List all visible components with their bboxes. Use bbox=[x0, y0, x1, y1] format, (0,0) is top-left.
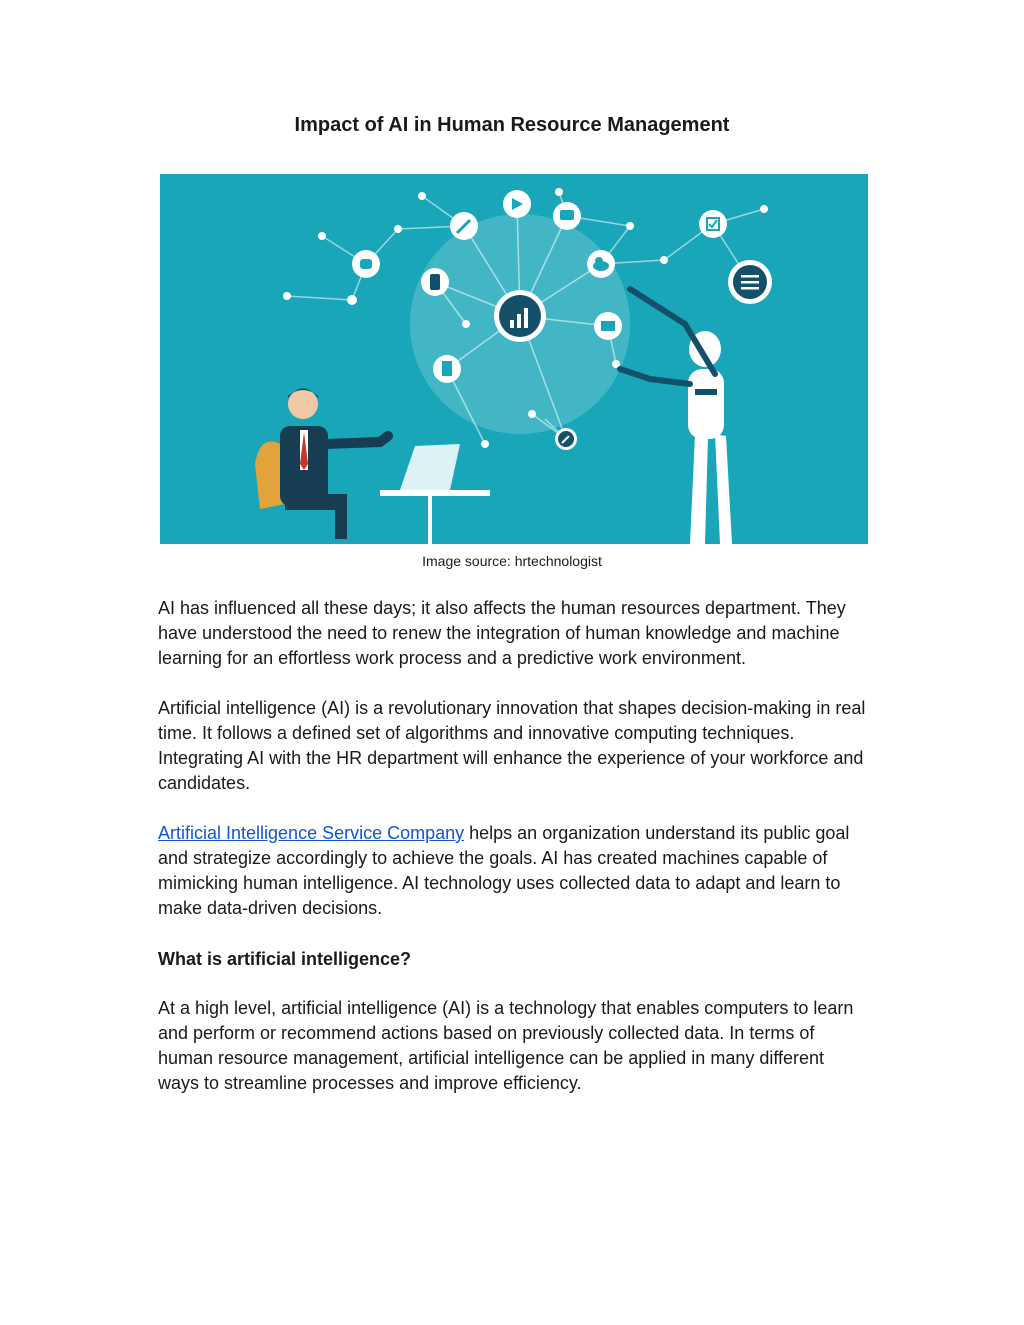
document-icon bbox=[433, 355, 461, 383]
robot-figure bbox=[620, 289, 732, 544]
chart-icon bbox=[494, 290, 546, 342]
paragraph: AI has influenced all these days; it also affects the human resources department. They have understood the need to renew the integration of human knowledge and machine learning for an effortless work process and a predictive work environment. bbox=[158, 598, 846, 668]
wrench-icon bbox=[555, 428, 577, 450]
cloud-icon bbox=[587, 250, 615, 278]
paragraph: At a high level, artificial intelligence (AI) is a technology that enables computers to learn and perform or recommend actions based on previously collected data. In terms of human resource management, artificial intelligence can be applied in many different ways to streamline processes and improve efficiency. bbox=[158, 998, 854, 1093]
checklist-icon bbox=[699, 210, 727, 238]
phone-icon bbox=[421, 268, 449, 296]
paragraph bbox=[158, 821, 870, 921]
play-icon bbox=[503, 190, 531, 218]
pencil-icon bbox=[450, 212, 478, 240]
folder-icon bbox=[594, 312, 622, 340]
document-title: Impact of AI in Human Resource Management bbox=[294, 114, 730, 136]
hand-icon bbox=[352, 250, 380, 278]
paragraph: Artificial intelligence (AI) is a revolutionary innovation that shapes decision-making in real time. It follows a defined set of algorithms and innovative computing techniques. Integrating AI with the HR department will enhance the experience of your workforce and candidates. bbox=[158, 698, 866, 793]
section-heading: What is artificial intelligence? bbox=[158, 949, 412, 969]
chat-icon bbox=[553, 202, 581, 230]
menu-icon bbox=[728, 260, 772, 304]
image-caption: Image source: hrtechnologist bbox=[422, 553, 602, 569]
paragraph-text: helps an organization understand its public goal and strategize accordingly to achieve the goals. AI has created machines capable of mimicking human intelligence. AI technology uses collected data to adapt and learn to make data-driven decisions. bbox=[158, 823, 850, 918]
ai-service-company-link[interactable]: Artificial Intelligence Service Company bbox=[158, 823, 465, 843]
hero-illustration bbox=[160, 174, 868, 544]
